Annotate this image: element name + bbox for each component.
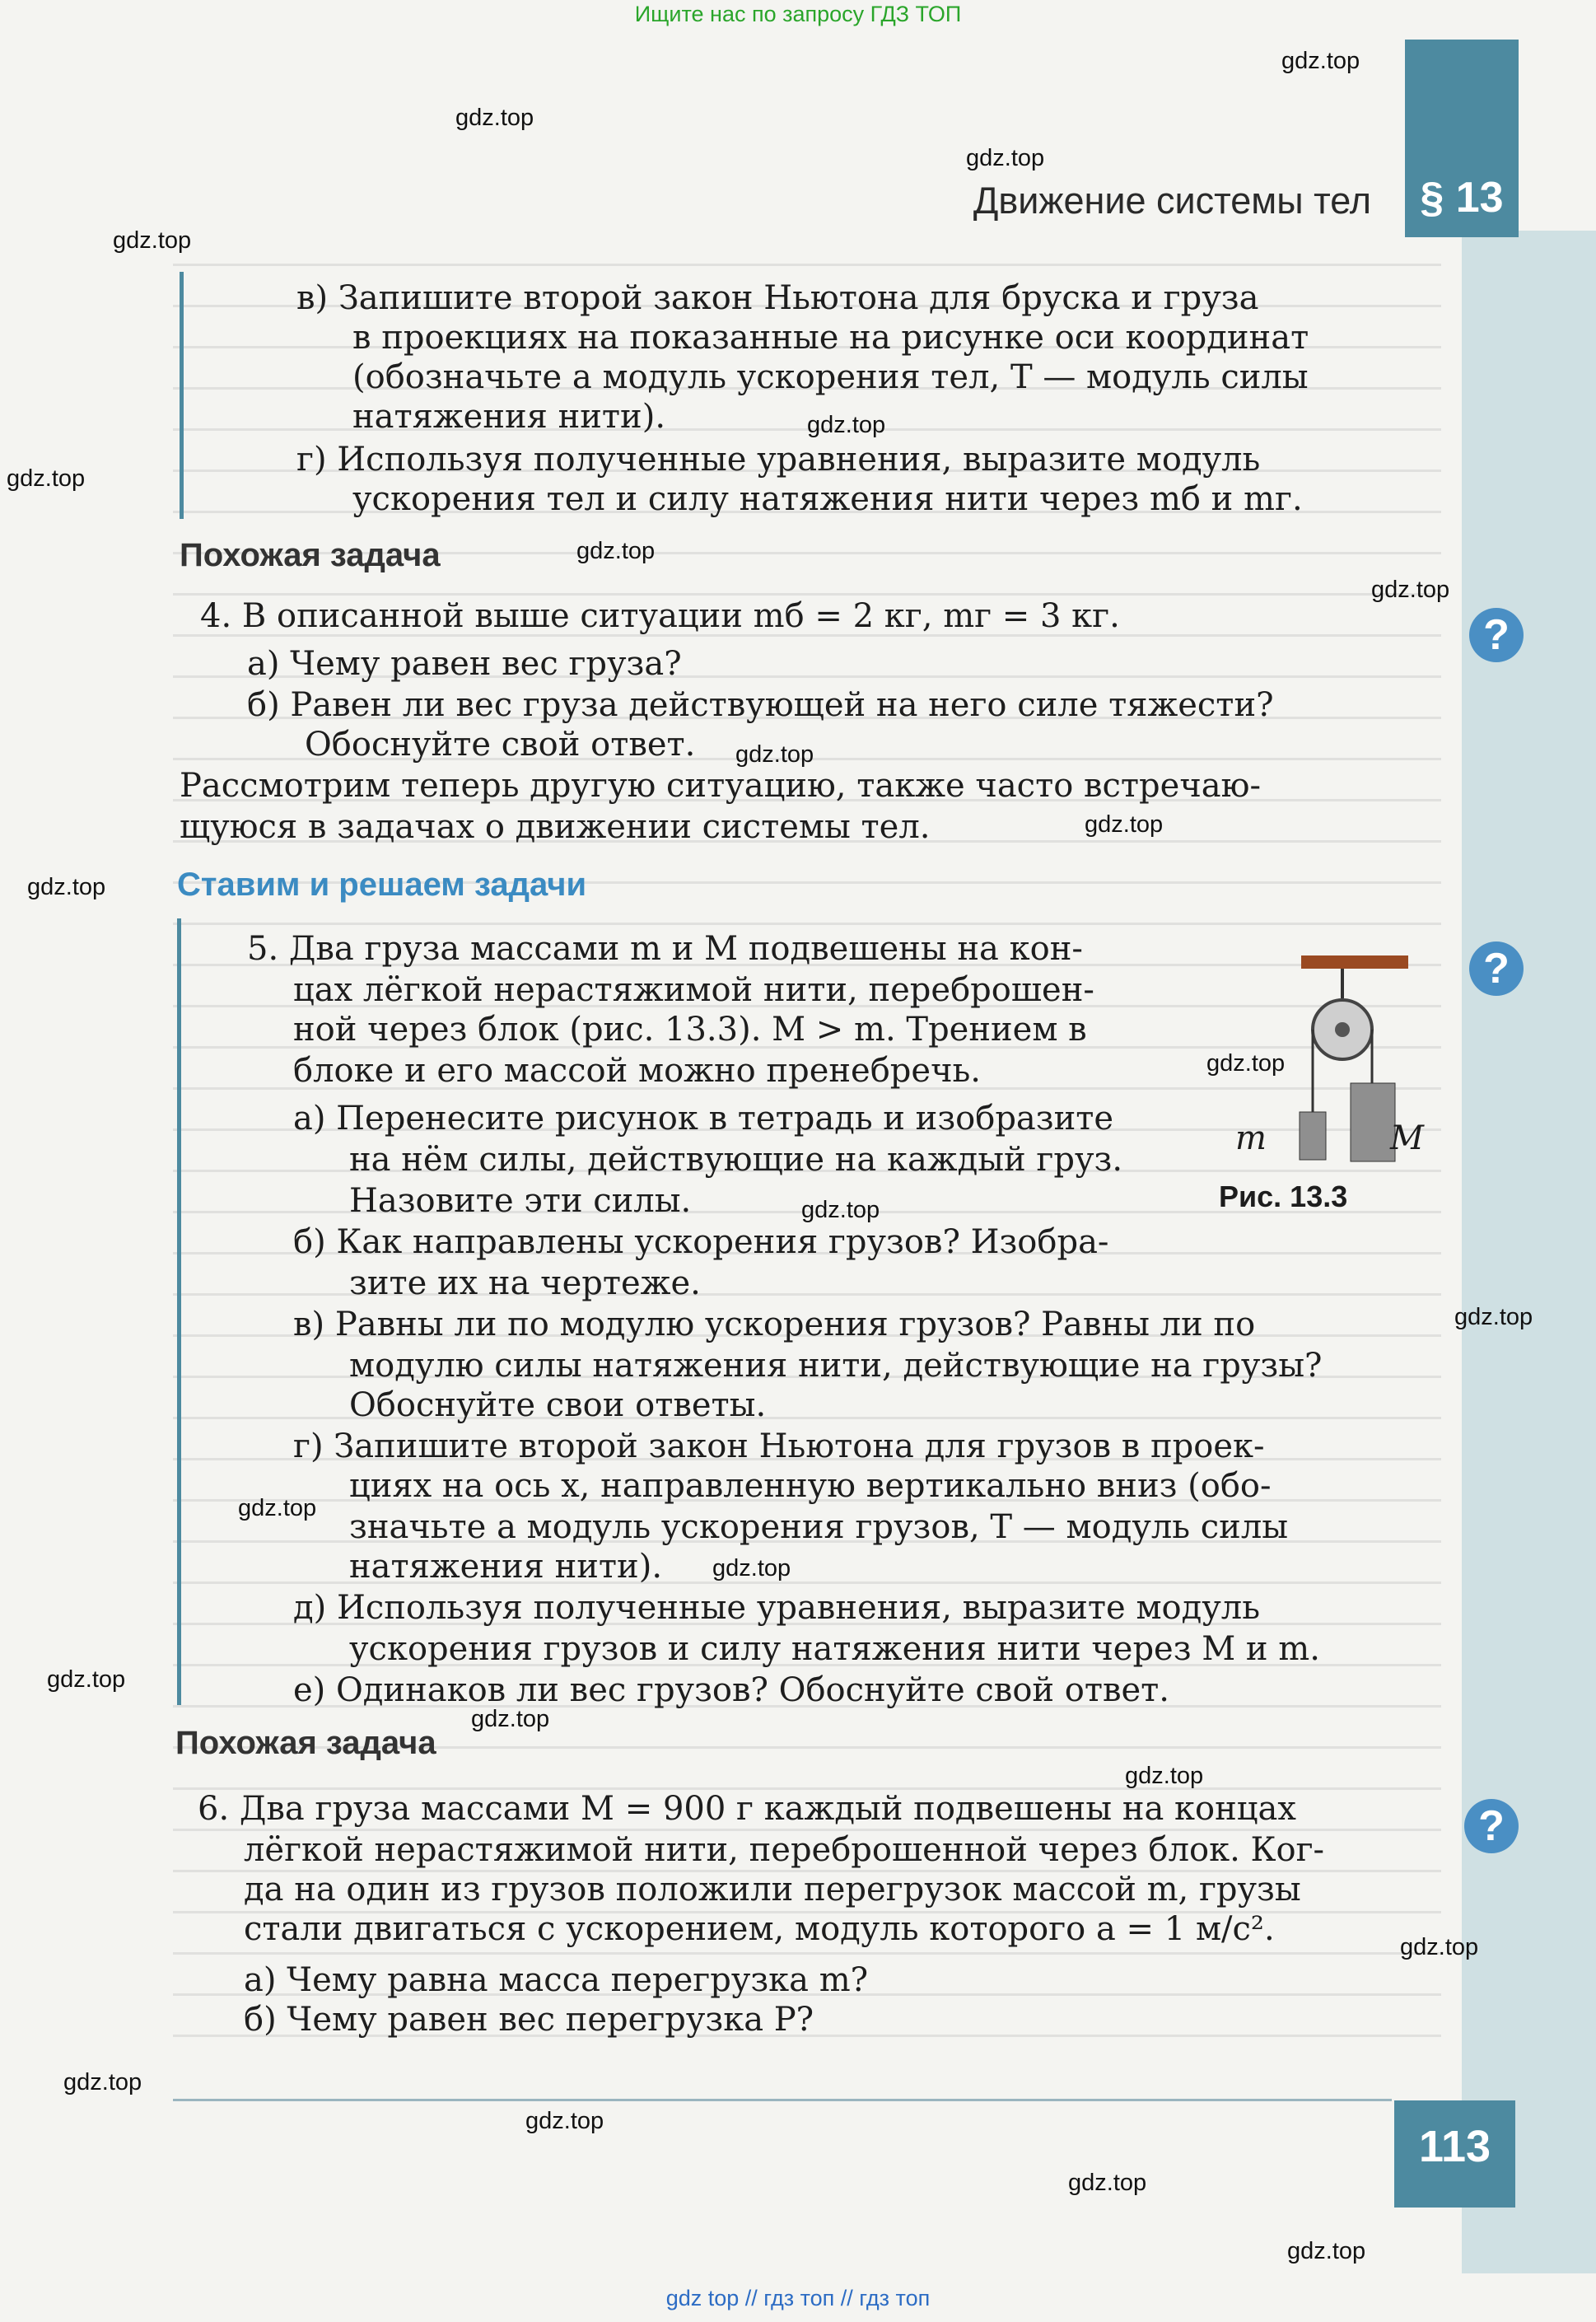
text-line: а) Перенесите рисунок в тетрадь и изобразите bbox=[293, 1100, 1114, 1138]
watermark: gdz.top bbox=[113, 227, 192, 254]
text-line: значьте a модуль ускорения грузов, T — модуль силы bbox=[349, 1508, 1289, 1546]
text-line: б) Равен ли вес груза действующей на него силе тяжести? bbox=[247, 686, 1274, 724]
text-line: г) Используя полученные уравнения, выразите модуль bbox=[296, 441, 1261, 479]
text-line: а) Чему равен вес груза? bbox=[247, 645, 682, 683]
text-line: натяжения нити). bbox=[349, 1548, 663, 1586]
label-m: m bbox=[1235, 1119, 1267, 1157]
text-line: 6. Два груза массами M = 900 г каждый подвешены на концах bbox=[198, 1790, 1296, 1828]
pulley-axle bbox=[1335, 1022, 1350, 1037]
similar-task-heading: Похожая задача bbox=[180, 537, 441, 573]
text-line: блоке и его массой можно пренебречь. bbox=[293, 1052, 981, 1090]
text-line: е) Одинаков ли вес грузов? Обоснуйте свой ответ. bbox=[293, 1671, 1170, 1709]
text-line: Рассмотрим теперь другую ситуацию, также часто встречаю- bbox=[180, 767, 1261, 805]
watermark: gdz.top bbox=[1068, 2170, 1147, 2196]
text-line: а) Чему равна масса перегрузка m? bbox=[244, 1961, 869, 1999]
watermark: gdz.top bbox=[27, 874, 106, 900]
text-line: 5. Два груза массами m и M подвешены на кон- bbox=[247, 930, 1083, 968]
chapter-title: Движение системы тел bbox=[973, 180, 1371, 222]
ceiling-beam bbox=[1301, 955, 1408, 969]
watermark: gdz.top bbox=[63, 2069, 142, 2095]
large-mass bbox=[1351, 1083, 1395, 1161]
watermark: gdz.top bbox=[735, 741, 814, 768]
watermark: gdz.top bbox=[1085, 811, 1164, 838]
top-banner[interactable]: Ищите нас по запросу ГДЗ ТОП bbox=[634, 2, 962, 26]
text-line: ной через блок (рис. 13.3). M > m. Трением в bbox=[293, 1011, 1087, 1049]
text-line: цах лёгкой нерастяжимой нити, переброшен- bbox=[293, 971, 1094, 1009]
watermark: gdz.top bbox=[7, 465, 86, 492]
text-line: в) Запишите второй закон Ньютона для бруска и груза bbox=[296, 279, 1259, 317]
watermark: gdz.top bbox=[471, 1706, 550, 1732]
watermark: gdz.top bbox=[576, 538, 656, 564]
text-line: Обоснуйте свои ответы. bbox=[349, 1386, 767, 1424]
small-mass bbox=[1300, 1112, 1326, 1160]
text-line: б) Как направлены ускорения грузов? Изобра- bbox=[293, 1223, 1109, 1261]
text-line: натяжения нити). bbox=[352, 398, 666, 436]
watermark: gdz.top bbox=[1281, 48, 1360, 74]
help-icon[interactable]: ? bbox=[1469, 941, 1524, 996]
similar-task-heading: Похожая задача bbox=[175, 1725, 436, 1761]
text-line: в) Равны ли по модулю ускорения грузов? Равны ли по bbox=[293, 1306, 1256, 1343]
text-line: стали двигаться с ускорением, модуль которого a = 1 м/с². bbox=[244, 1910, 1275, 1948]
text-line: ускорения тел и силу натяжения нити через mб и mг. bbox=[352, 480, 1303, 518]
watermark: gdz.top bbox=[47, 1666, 126, 1693]
text-line: Назовите эти силы. bbox=[349, 1182, 692, 1220]
figure-caption: Рис. 13.3 bbox=[1219, 1180, 1348, 1213]
watermark: gdz.top bbox=[455, 105, 534, 131]
footer-rule bbox=[173, 2099, 1392, 2101]
watermark: gdz.top bbox=[801, 1197, 880, 1223]
watermark: gdz.top bbox=[807, 412, 886, 438]
text-line: циях на ось x, направленную вертикально вниз (обо- bbox=[349, 1467, 1272, 1505]
text-line: д) Используя полученные уравнения, выразите модуль bbox=[293, 1589, 1260, 1627]
section-label: § 13 bbox=[1420, 174, 1504, 222]
figure-13-3 bbox=[1219, 939, 1424, 1219]
text-line: щуюся в задачах о движении системы тел. bbox=[180, 808, 931, 846]
text-line: на нём силы, действующие на каждый груз. bbox=[349, 1141, 1123, 1179]
watermark: gdz.top bbox=[1454, 1304, 1533, 1330]
text-line: б) Чему равен вес перегрузка P? bbox=[244, 2001, 814, 2039]
right-margin-band bbox=[1462, 231, 1596, 2273]
watermark: gdz.top bbox=[238, 1495, 317, 1521]
watermark: gdz.top bbox=[525, 2108, 604, 2134]
page-number: 113 bbox=[1418, 2122, 1491, 2171]
text-line: (обозначьте a модуль ускорения тел, T — модуль силы bbox=[352, 358, 1309, 396]
block1-bar bbox=[180, 272, 184, 519]
bottom-banner[interactable]: gdz top // гдз топ // гдз топ bbox=[665, 2286, 931, 2310]
watermark: gdz.top bbox=[1206, 1050, 1286, 1077]
text-line: да на один из грузов положили перегрузок массой m, грузы bbox=[244, 1871, 1301, 1909]
text-line: в проекциях на показанные на рисунке оси координат bbox=[352, 319, 1309, 357]
help-icon[interactable]: ? bbox=[1464, 1799, 1519, 1853]
task5-bar bbox=[177, 918, 181, 1705]
watermark: gdz.top bbox=[1287, 2238, 1366, 2264]
text-line: зите их на чертеже. bbox=[349, 1264, 701, 1302]
label-M: M bbox=[1390, 1119, 1424, 1157]
watermark: gdz.top bbox=[1371, 577, 1450, 603]
watermark: gdz.top bbox=[966, 145, 1045, 171]
watermark: gdz.top bbox=[712, 1555, 791, 1581]
text-line: г) Запишите второй закон Ньютона для грузов в проек- bbox=[293, 1427, 1265, 1465]
text-line: 4. В описанной выше ситуации mб = 2 кг, mг = 3 кг. bbox=[200, 597, 1120, 635]
text-line: Обоснуйте свой ответ. bbox=[305, 726, 696, 764]
text-line: ускорения грузов и силу натяжения нити через M и m. bbox=[349, 1630, 1320, 1668]
text-line: модулю силы натяжения нити, действующие на грузы? bbox=[349, 1347, 1323, 1385]
help-icon[interactable]: ? bbox=[1469, 608, 1524, 662]
watermark: gdz.top bbox=[1400, 1934, 1479, 1960]
watermark: gdz.top bbox=[1125, 1763, 1204, 1789]
section-heading: Ставим и решаем задачи bbox=[177, 867, 587, 903]
text-line: лёгкой нерастяжимой нити, переброшенной через блок. Ког- bbox=[244, 1831, 1325, 1869]
